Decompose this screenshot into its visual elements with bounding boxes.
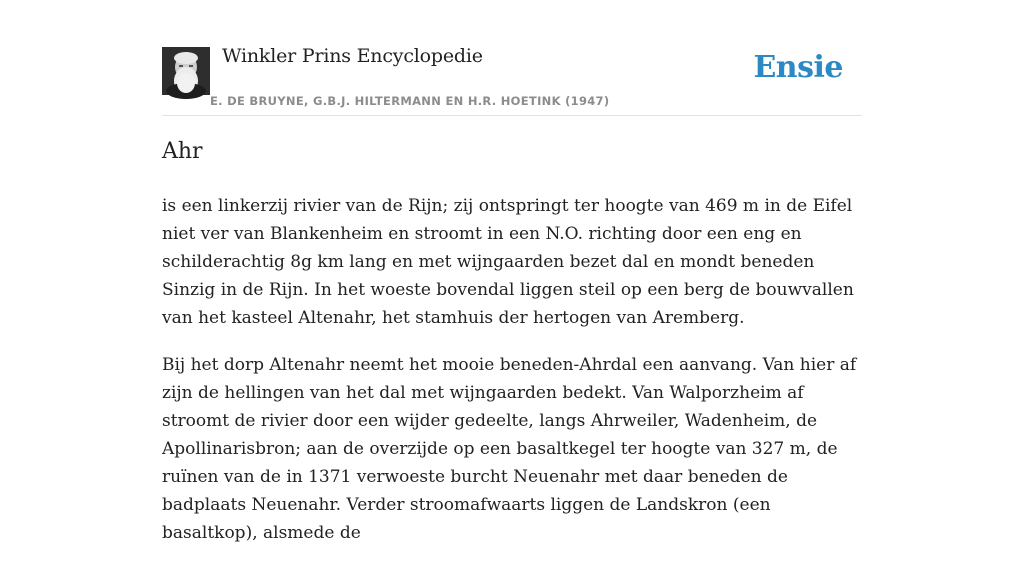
article-paragraph: is een linkerzij rivier van de Rijn; zij ontspringt ter hoogte van 469 m in de Eifel niet ver van Blankenheim en stroomt in een N.O. richting door een eng en schilderachtig 8g km lang en met wijngaarden bezet dal en mondt beneden Sinzig in de Rijn. In het woeste bovendal liggen steil op een berg de bouwvallen van het kasteel Altenahr, het stamhuis der hertogen van Aremberg. <box>162 196 854 328</box>
article-body <box>162 192 862 566</box>
article-container <box>162 0 862 543</box>
brand-logo[interactable]: Ensie <box>753 50 843 85</box>
article-title: Ahr <box>162 139 203 164</box>
work-authors: E. DE BRUYNE, G.B.J. HILTERMANN EN H.R. HOETINK (1947) <box>210 94 610 108</box>
work-header <box>162 0 862 116</box>
author-avatar[interactable] <box>162 47 210 95</box>
work-title[interactable]: Winkler Prins Encyclopedie <box>222 45 483 67</box>
portrait-photo-icon <box>162 47 210 95</box>
article-paragraph: Bij het dorp Altenahr neemt het mooie beneden-Ahrdal een aanvang. Van hier af zijn de hellingen van het dal met wijngaarden bedekt. Van Walporzheim af stroomt de rivier door een wijder gedeelte, langs Ahrweiler, Wadenheim, de Apollinarisbron; aan de overzijde op een basaltkegel ter hoogte van 327 m, de ruïnen van de in 1371 verwoeste burcht Neuenahr met daar beneden de badplaats Neuenahr. Verder stroomafwaarts liggen de Landskron (een basaltkop), alsmede de <box>162 355 857 543</box>
